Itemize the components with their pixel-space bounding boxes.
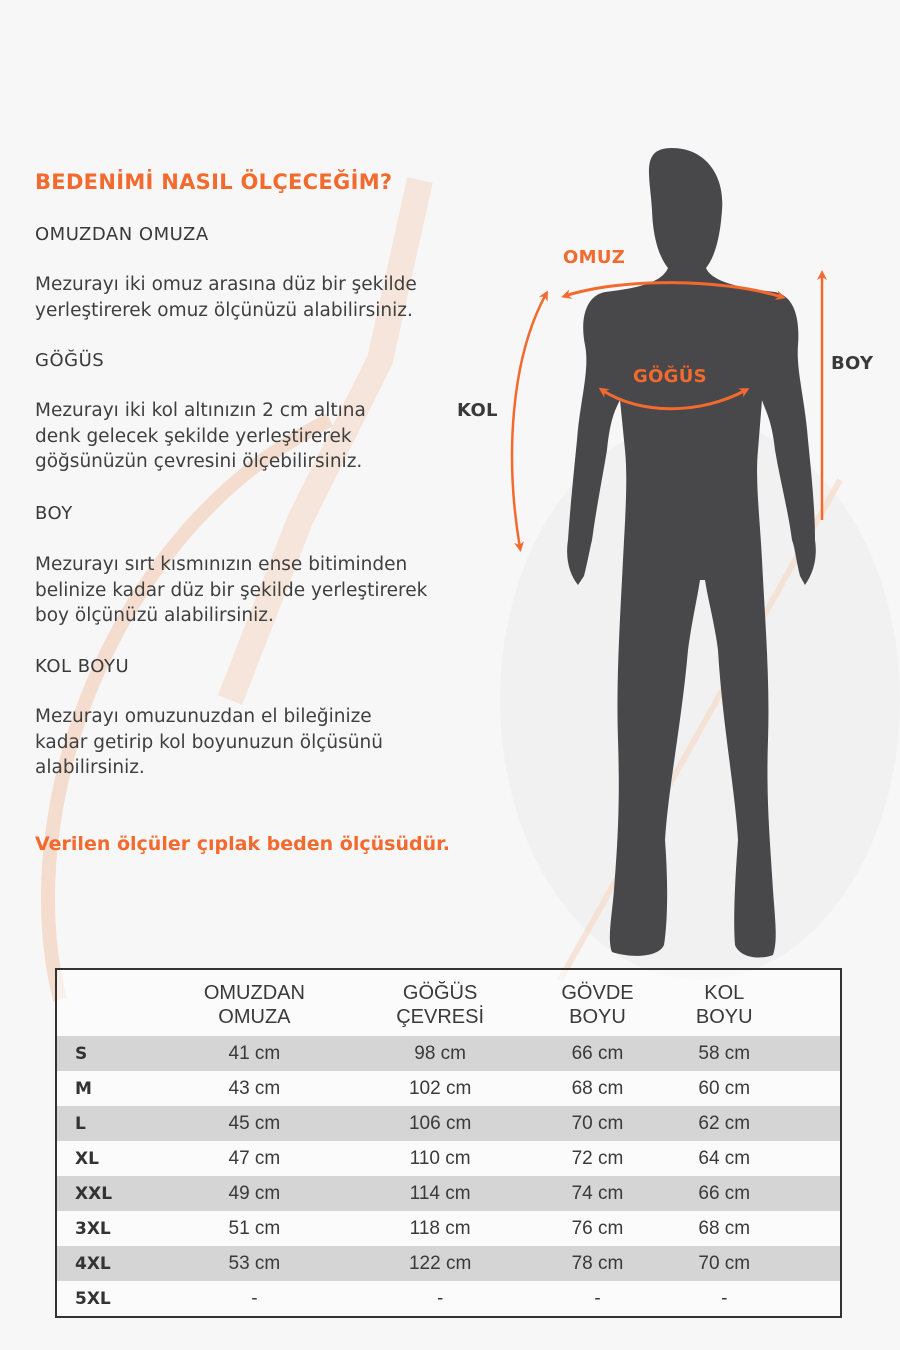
silhouette-body xyxy=(567,148,816,958)
cell-chest: 118 cm xyxy=(409,1217,471,1239)
cell-chest: 102 cm xyxy=(408,1077,472,1099)
guide-title: BEDENİMİ NASIL ÖLÇECEĞİM? xyxy=(35,170,393,194)
table-row xyxy=(56,1106,841,1141)
cell-arm-length: 60 cm xyxy=(698,1077,751,1099)
shoulder-label: OMUZ xyxy=(563,247,626,268)
cell-body-length: 72 cm xyxy=(571,1147,624,1169)
cell-body-length: 76 cm xyxy=(571,1217,624,1239)
body-silhouette-figure xyxy=(440,140,900,970)
section-text-length: Mezurayı sırt kısmınızın ense bitiminden belinize kadar düz bir şekilde yerleştirerek boy ölçünüzü alabilirsiniz. xyxy=(35,554,428,626)
size-label: 5XL xyxy=(75,1288,111,1309)
section-heading-shoulder: OMUZDAN OMUZA xyxy=(35,224,209,245)
cell-body-length: 66 cm xyxy=(526,1036,668,1071)
cell-body-length: 70 cm xyxy=(526,1106,668,1141)
header-spacer xyxy=(780,969,841,1036)
cell-body-length: - xyxy=(594,1287,601,1309)
size-label: M xyxy=(75,1078,92,1099)
cell-arm-length: 68 cm xyxy=(698,1217,751,1239)
size-label: XXL xyxy=(56,1176,155,1211)
cell-chest: 114 cm xyxy=(354,1176,527,1211)
header-body-length: GÖVDE BOYU xyxy=(561,982,634,1028)
cell-arm-length: - xyxy=(721,1287,728,1309)
header-arm-length: KOL BOYU xyxy=(695,982,753,1028)
table-header-row xyxy=(56,969,841,1036)
cell-shoulder: 43 cm xyxy=(228,1077,281,1099)
cell-body-length: 78 cm xyxy=(526,1246,668,1281)
cell-arm-length: 62 cm xyxy=(669,1106,780,1141)
section-text-shoulder: Mezurayı iki omuz arasına düz bir şekilde yerleştirerek omuz ölçünüzü alabilirsiniz. xyxy=(35,274,417,321)
size-label: L xyxy=(56,1106,155,1141)
table-row xyxy=(56,1246,841,1281)
cell-chest: 98 cm xyxy=(354,1036,527,1071)
cell-chest: 122 cm xyxy=(354,1246,527,1281)
cell-arm-length: 70 cm xyxy=(669,1246,780,1281)
size-label: 3XL xyxy=(75,1218,111,1239)
cell-shoulder: 41 cm xyxy=(155,1036,354,1071)
cell-shoulder: 49 cm xyxy=(155,1176,354,1211)
cell-arm-length: 58 cm xyxy=(669,1036,780,1071)
header-chest: GÖĞÜS ÇEVRESİ xyxy=(396,982,485,1028)
size-label: XL xyxy=(75,1148,99,1169)
cell-chest: 110 cm xyxy=(409,1147,471,1169)
header-size xyxy=(56,969,155,1036)
table-row xyxy=(56,1071,841,1106)
cell-arm-length: 66 cm xyxy=(669,1176,780,1211)
length-label: BOY xyxy=(831,353,874,374)
cell-shoulder: 51 cm xyxy=(228,1217,281,1239)
arm-label: KOL xyxy=(457,400,498,421)
measurement-note: Verilen ölçüler çıplak beden ölçüsüdür. xyxy=(35,833,450,855)
header-shoulder: OMUZDAN OMUZA xyxy=(203,982,305,1028)
section-text-arm: Mezurayı omuzunuzdan el bileğinize kadar getirip kol boyunuzun ölçüsünü alabilirsiniz. xyxy=(35,706,383,778)
cell-shoulder: 45 cm xyxy=(155,1106,354,1141)
table-row xyxy=(56,1036,841,1071)
table-row xyxy=(56,1211,841,1246)
cell-shoulder: 53 cm xyxy=(155,1246,354,1281)
cell-chest: - xyxy=(436,1287,444,1309)
cell-shoulder: 47 cm xyxy=(228,1147,281,1169)
size-chart-table xyxy=(55,968,842,1318)
cell-body-length: 74 cm xyxy=(526,1176,668,1211)
size-label: 4XL xyxy=(56,1246,155,1281)
size-label: S xyxy=(56,1036,155,1071)
section-heading-chest: GÖĞÜS xyxy=(35,350,105,371)
chest-label: GÖĞÜS xyxy=(633,366,707,387)
cell-chest: 106 cm xyxy=(354,1106,527,1141)
table-row xyxy=(56,1141,841,1176)
section-heading-arm: KOL BOYU xyxy=(35,656,130,677)
cell-body-length: 68 cm xyxy=(571,1077,624,1099)
arm-arrow xyxy=(512,294,546,548)
table-row xyxy=(56,1176,841,1211)
cell-shoulder: - xyxy=(251,1287,258,1309)
section-text-chest: Mezurayı iki kol altınızın 2 cm altına denk gelecek şekilde yerleştirerek göğsünüzün çevresini ölçebilirsiniz. xyxy=(35,400,366,472)
table-row xyxy=(56,1281,841,1317)
section-heading-length: BOY xyxy=(35,503,73,524)
cell-arm-length: 64 cm xyxy=(698,1147,751,1169)
